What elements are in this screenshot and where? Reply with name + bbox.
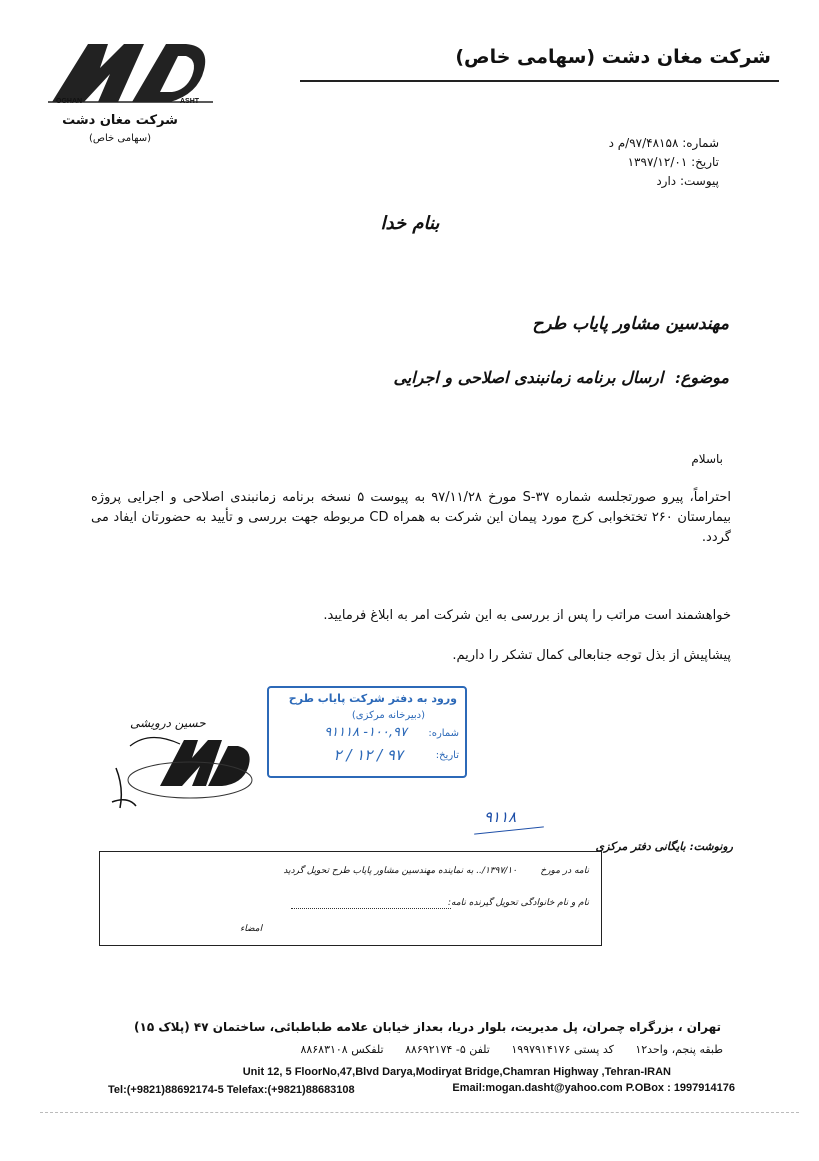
header-divider — [300, 80, 779, 82]
logo-letters-right: ASHT — [180, 98, 200, 105]
footer-fax: تلفکس ۸۸۶۸۳۱۰۸ — [300, 1043, 384, 1056]
footer-address: تهران ، بزرگراه چمران، پل مدیریت، بلوار دریا، بعداز خیابان علامه طباطبائی، ساختمان ۴۷ (پلاک ۱۵) — [134, 1020, 721, 1034]
subject-label: موضوع: — [674, 368, 729, 387]
basmala: بنام خدا — [380, 213, 440, 234]
receipt-recipient-line — [291, 908, 451, 909]
delivery-receipt-box — [99, 851, 602, 946]
recipient: مهندسین مشاور پایاب طرح — [532, 314, 729, 334]
stamp-number-value: ۱۰۰,۹۷- ۹۱۱۱۸ — [324, 725, 407, 740]
stamp-date-value: ۹۷ / ۱۲ / ۲ — [333, 746, 403, 764]
logo-caption — [50, 112, 190, 148]
footer-phone: تلفن ۵- ۸۸۶۹۲۱۷۴ — [405, 1043, 490, 1056]
footer-postal: کد پستی ۱۹۹۷۹۱۴۱۷۶ — [511, 1043, 614, 1056]
carbon-copy: رونوشت: بایگانی دفتر مرکزی — [595, 840, 733, 853]
handwritten-underline — [474, 826, 544, 834]
handwritten-number: ۹۱۱۸ — [484, 808, 517, 826]
letter-number: شماره: ۹۷/۴۸۱۵۸/م د — [608, 136, 719, 150]
receipt-delivery-text: ۱۳۹۷/۱۰/.. به نماینده مهندسین مشاور پایاب طرح تحویل گردید — [283, 866, 517, 876]
signer-name: حسین درویشی — [130, 716, 206, 730]
company-name: شرکت مغان دشت (سهامی خاص) — [455, 46, 771, 68]
stamp-title: ورود به دفتر شرکت پایاب طرح — [288, 692, 457, 705]
footer-address-en: Unit 12, 5 FloorNo,47,Blvd Darya,Modiryat Bridge,Chamran Highway ,Tehran-IRAN — [242, 1066, 671, 1078]
company-seal — [110, 716, 255, 816]
company-logo — [48, 38, 213, 108]
receipt-date-label: نامه در مورخ — [540, 866, 589, 876]
body-paragraph-1: احتراماً، پیرو صورتجلسه شماره S-۳۷ مورخ ۹۷/۱۱/۲۸ به پیوست ۵ نسخه برنامه زمانبندی اصلاحی و اجرایی پروژه بیمارستان ۲۶۰ تختخوابی کرج مورد پیمان این شرکت به همراه CD مربوطه جهت بررسی و تأیید به حضورتان ایفاد می گردد. — [91, 490, 731, 545]
stamp-number-label: شماره: — [428, 728, 459, 739]
received-stamp — [267, 686, 467, 778]
logo-letters-left: OGHAN — [56, 98, 83, 105]
footer-contact-fa — [282, 1043, 723, 1056]
subject-text: ارسال برنامه زمانبندی اصلاحی و اجرایی — [393, 368, 664, 387]
greeting: باسلام — [691, 452, 723, 466]
receipt-recipient-label: نام و نام خانوادگی تحویل گیرنده نامه: — [447, 898, 589, 908]
footer-floor: طبقه پنجم، واحد۱۲ — [635, 1043, 723, 1056]
subject-line — [393, 368, 729, 387]
letter-date: تاریخ: ۱۳۹۷/۱۲/۰۱ — [627, 155, 719, 169]
body-paragraph-3: پیشاپیش از بذل توجه جنابعالی کمال تشکر را داریم. — [452, 648, 731, 663]
stamp-subtitle: (دبیرخانه مرکزی) — [351, 710, 425, 721]
logo-caption-name: شرکت مغان دشت — [62, 113, 178, 128]
stamp-date-label: تاریخ: — [435, 750, 459, 761]
receipt-signature-label: امضاء — [240, 924, 263, 934]
footer-email-en: Email:mogan.dasht@yahoo.com P.OBox : 1997914176 — [452, 1082, 735, 1094]
logo-caption-sub: (سهامی خاص) — [88, 133, 152, 144]
letter-attachment: پیوست: دارد — [656, 174, 719, 188]
footer-divider — [40, 1112, 799, 1114]
body-paragraph-2: خواهشمند است مراتب را پس از بررسی به این شرکت امر به ابلاغ فرمایید. — [323, 608, 731, 623]
footer-phone-en: Tel:(+9821)88692174-5 Telefax:(+9821)88683108 — [108, 1084, 355, 1096]
letter-meta — [609, 134, 719, 191]
